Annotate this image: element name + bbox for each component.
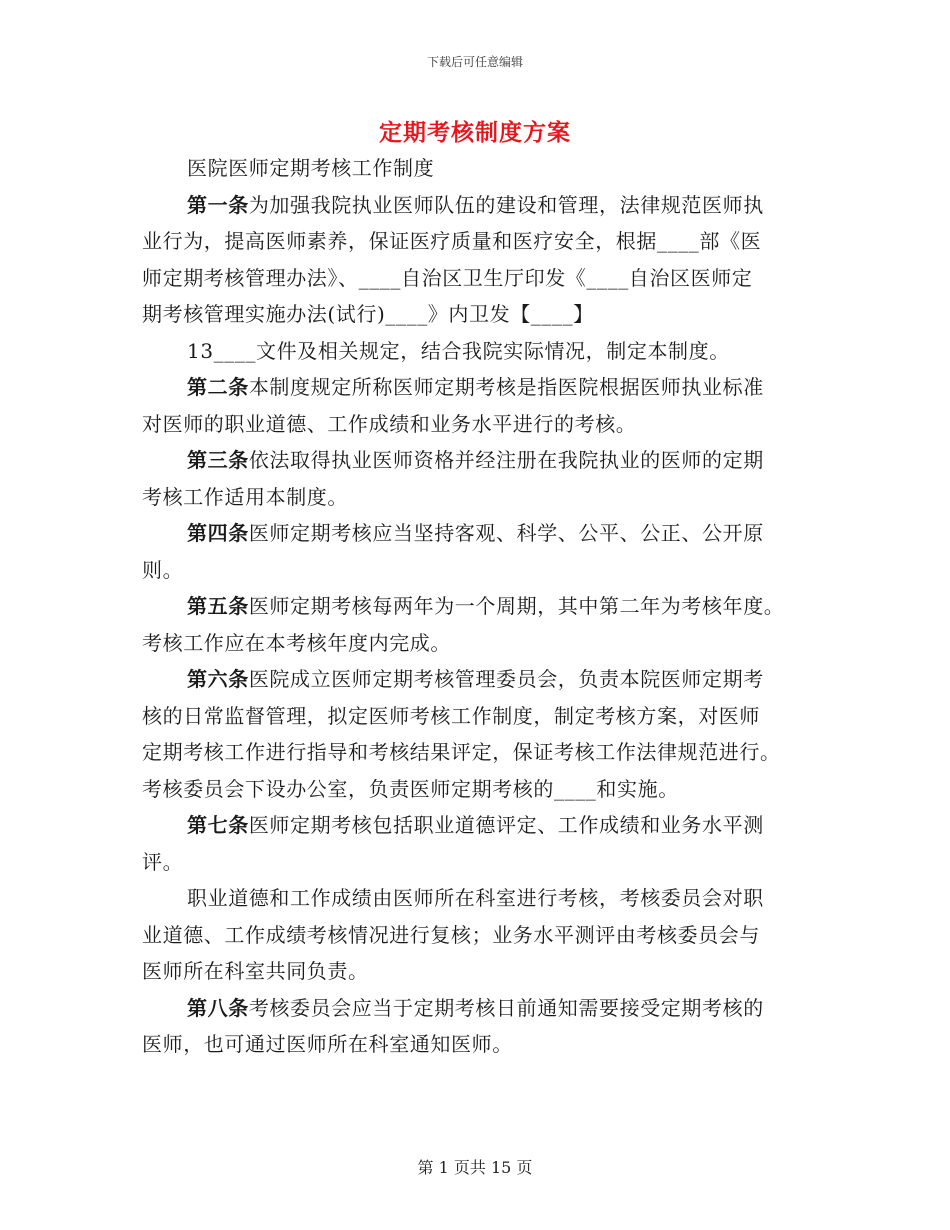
article-6-line-3: 定期考核工作进行指导和考核结果评定，保证考核工作法律规范进行。 bbox=[142, 740, 781, 764]
article-8-label: 第八条 bbox=[187, 995, 249, 1020]
article-4-line-1 bbox=[142, 515, 810, 552]
article-2-label: 第二条 bbox=[187, 375, 249, 399]
article-3-line-2: 考核工作适用本制度。 bbox=[142, 484, 348, 509]
article-7-line-2: 评。 bbox=[142, 849, 184, 874]
article-6-text: 医院成立医师定期考核管理委员会，负责本院医师定期考 bbox=[248, 667, 764, 691]
article-7-para-2-line-1: 职业道德和工作成绩由医师所在科室进行考核，考核委员会对职 bbox=[187, 886, 764, 910]
article-7-line-1 bbox=[142, 807, 810, 844]
article-6-line-1 bbox=[142, 661, 810, 698]
article-1-line-1 bbox=[142, 187, 810, 224]
document-title: 定期考核制度方案 bbox=[379, 119, 571, 146]
article-3-label: 第三条 bbox=[187, 448, 249, 472]
article-8-text: 考核委员会应当于定期考核日前通知需要接受定期考核的 bbox=[248, 995, 764, 1020]
article-7-para-2-line-2: 业道德、工作成绩考核情况进行复核；业务水平测评由考核委员会与 bbox=[142, 922, 760, 947]
article-5-line-1 bbox=[142, 588, 810, 625]
article-6-line-2: 核的日常监督管理，拟定医师考核工作制度，制定考核方案，对医师 bbox=[142, 703, 760, 728]
article-1-line-5: 13____文件及相关规定，结合我院实际情况，制定本制度。 bbox=[187, 338, 730, 363]
article-7-label: 第七条 bbox=[187, 813, 249, 837]
article-7-text: 医师定期考核包括职业道德评定、工作成绩和业务水平测 bbox=[248, 813, 764, 837]
article-3-line-1 bbox=[142, 442, 810, 479]
article-2-line-2: 对医师的职业道德、工作成绩和业务水平进行的考核。 bbox=[142, 411, 637, 436]
article-1-line-3: 师定期考核管理办法》、____自治区卫生厅印发《____自治区医师定 bbox=[142, 265, 753, 290]
article-2-line-1 bbox=[142, 369, 810, 406]
article-5-label: 第五条 bbox=[187, 594, 249, 618]
article-5-text: 医师定期考核每两年为一个周期，其中第二年为考核年度。 bbox=[248, 594, 785, 618]
article-8-line-1 bbox=[142, 990, 810, 1027]
article-3-text: 依法取得执业医师资格并经注册在我院执业的医师的定期 bbox=[248, 448, 764, 472]
article-4-text: 医师定期考核应当坚持客观、科学、公平、公正、公开原 bbox=[248, 521, 764, 545]
article-6-label: 第六条 bbox=[187, 667, 249, 691]
article-5-line-2: 考核工作应在本考核年度内完成。 bbox=[142, 630, 451, 655]
article-8-line-2: 医师，也可通过医师所在科室通知医师。 bbox=[142, 1032, 513, 1056]
article-4-label: 第四条 bbox=[187, 521, 249, 545]
subtitle: 医院医师定期考核工作制度 bbox=[187, 156, 435, 180]
article-6-line-4: 考核委员会下设办公室，负责医师定期考核的____和实施。 bbox=[142, 776, 679, 801]
article-1-line-4: 期考核管理实施办法(试行)____》内卫发【____】 bbox=[142, 302, 594, 326]
page-footer: 第 1 页共 15 页 bbox=[417, 1158, 533, 1177]
article-2-text: 本制度规定所称医师定期考核是指医院根据医师执业标准 bbox=[248, 375, 764, 399]
article-7-para-2-line-3: 医师所在科室共同负责。 bbox=[142, 959, 369, 983]
article-4-line-2: 则。 bbox=[142, 557, 184, 582]
header-note: 下载后可任意编辑 bbox=[426, 55, 523, 69]
article-1-label: 第一条 bbox=[187, 192, 249, 217]
article-1-line-2: 业行为，提高医师素养，保证医疗质量和医疗安全，根据____部《医 bbox=[142, 229, 762, 253]
article-1-text: 为加强我院执业医师队伍的建设和管理，法律规范医师执 bbox=[248, 192, 764, 217]
document-body bbox=[142, 150, 810, 1063]
